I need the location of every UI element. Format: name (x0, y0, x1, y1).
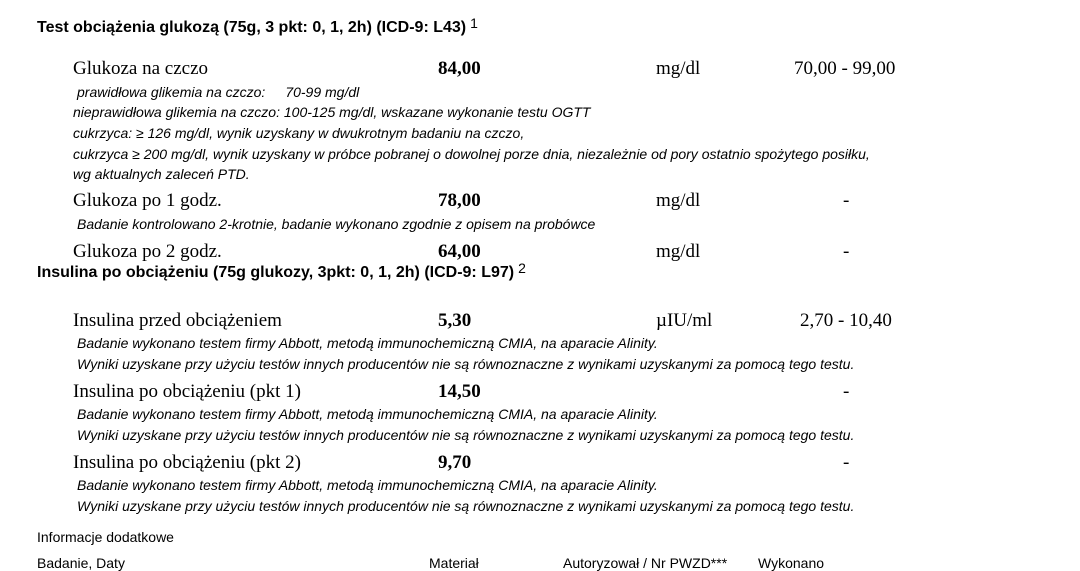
test-name-glucose-fasting: Glukoza na czczo (73, 58, 209, 79)
footnote-marker: 1 (470, 15, 478, 31)
test-value-insulin-0: 5,30 (438, 310, 472, 331)
note-line: Wyniki uzyskane przy użyciu testów innych producentów nie są równoznaczne z wynikami uzyskanymi za pomocą tego testu. (77, 427, 855, 443)
footer-col-performed: Wykonano (758, 555, 825, 571)
test-value-glucose-2h: 64,00 (438, 241, 481, 262)
section-title-glucose: Test obciążenia glukozą (75g, 3 pkt: 0, 1, 2h) (ICD-9: L43) $^1$ (37, 15, 478, 36)
note-line: Badanie wykonano testem firmy Abbott, metodą immunochemiczną CMIA, na aparacie Alinity. (77, 335, 658, 351)
footer-col-tests-dates: Badanie, Daty (37, 555, 125, 571)
test-unit-glucose-fasting: mg/dl (656, 58, 701, 79)
test-name-glucose-1h: Glukoza po 1 godz. (73, 190, 222, 211)
test-value-glucose-1h: 78,00 (438, 190, 481, 211)
section-title-insulin: Insulina po obciążeniu (75g glukozy, 3pkt: 0, 1, 2h) (ICD-9: L97) $^2$ (37, 260, 526, 281)
note-line: prawidłowa glikemia na czczo: 70-99 mg/dl (77, 84, 360, 100)
test-value-glucose-fasting: 84,00 (438, 58, 481, 79)
note-line: nieprawidłowa glikemia na czczo: 100-125 mg/dl, wskazane wykonanie testu OGTT (73, 104, 591, 120)
test-value-insulin-2: 9,70 (438, 452, 472, 473)
footer-col-authorized: Autoryzował / Nr PWZD*** (563, 555, 728, 571)
test-unit-insulin-0: µIU/ml (656, 310, 713, 331)
test-ref-glucose-1h: - (843, 190, 850, 211)
additional-info-heading: Informacje dodatkowe (37, 529, 174, 545)
test-value-insulin-1: 14,50 (438, 381, 481, 402)
footer-col-material: Materiał (429, 555, 479, 571)
test-ref-insulin-0: 2,70 - 10,40 (800, 310, 892, 331)
note-line: Badanie wykonano testem firmy Abbott, metodą immunochemiczną CMIA, na aparacie Alinity. (77, 477, 658, 493)
note-line: Badanie kontrolowano 2-krotnie, badanie wykonano zgodnie z opisem na probówce (77, 216, 596, 232)
note-line: wg aktualnych zaleceń PTD. (73, 166, 250, 182)
test-unit-glucose-1h: mg/dl (656, 190, 701, 211)
test-ref-insulin-2: - (843, 452, 850, 473)
note-line: Wyniki uzyskane przy użyciu testów innych producentów nie są równoznaczne z wynikami uzyskanymi za pomocą tego testu. (77, 498, 855, 514)
test-name-insulin-0: Insulina przed obciążeniem (73, 310, 282, 331)
test-name-insulin-1: Insulina po obciążeniu (pkt 1) (73, 381, 301, 402)
note-line: cukrzyca: ≥ 126 mg/dl, wynik uzyskany w dwukrotnym badaniu na czczo, (73, 125, 525, 141)
test-ref-glucose-2h: - (843, 241, 850, 262)
test-ref-insulin-1: - (843, 381, 850, 402)
note-line: Wyniki uzyskane przy użyciu testów innych producentów nie są równoznaczne z wynikami uzyskanymi za pomocą tego testu. (77, 356, 855, 372)
test-unit-glucose-2h: mg/dl (656, 241, 701, 262)
test-ref-glucose-fasting: 70,00 - 99,00 (794, 58, 896, 79)
test-name-insulin-2: Insulina po obciążeniu (pkt 2) (73, 452, 301, 473)
test-name-glucose-2h: Glukoza po 2 godz. (73, 241, 222, 262)
note-line: Badanie wykonano testem firmy Abbott, metodą immunochemiczną CMIA, na aparacie Alinity. (77, 406, 658, 422)
note-line: cukrzyca ≥ 200 mg/dl, wynik uzyskany w próbce pobranej o dowolnej porze dnia, niezależnie od pory ostatnio spożytego posiłku, (73, 146, 870, 162)
footnote-marker: 2 (518, 260, 526, 276)
